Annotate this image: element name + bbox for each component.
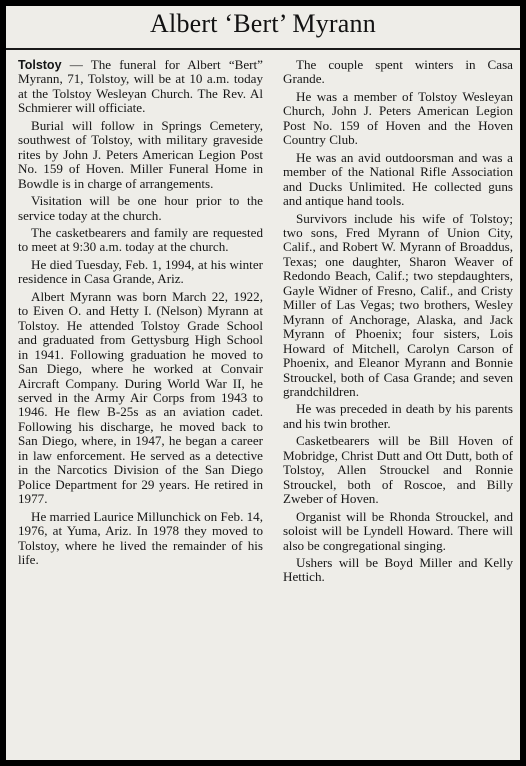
article-paragraph: Ushers will be Boyd Miller and Kelly Hettich. <box>283 554 513 585</box>
dateline-separator: — <box>61 57 91 72</box>
article-paragraph: Burial will follow in Springs Cemetery, southwest of Tolstoy, with military graveside rites by John J. Peters American Legion Post No. 159 of Hoven. Miller Funeral Home in Bowdle is in charge of arrangements. <box>18 117 263 191</box>
obituary-headline: Albert ‘Bert’ Myrann <box>150 9 376 38</box>
lead-text: The funeral for Albert “Bert” Myrann, 71, Tolstoy, will be at 10 a.m. today at the Tolstoy Wesleyan Church. The Rev. Al Schmierer will officiate. <box>18 57 263 116</box>
article-paragraph: Albert Myrann was born March 22, 1922, to Eiven O. and Hetty I. (Nelson) Myrann at Tolstoy. He attended Tolstoy Grade School and graduated from Gettysburg High School in 1941. Following graduation he moved to San Diego, where he worked at Convair Aircraft Company. During World War II, he served in the Army Air Corps from 1943 to 1946. He flew B-25s as an aviation cadet. Following his discharge, he moved back to San Diego, where, in 1947, he began a career in law enforcement. He served as a detective in the Narcotics Division of the San Diego Police Department for 29 years. He retired in 1977. <box>18 288 263 507</box>
article-paragraph: Survivors include his wife of Tolstoy; two sons, Fred Myrann of Union City, Calif., and Robert W. Myrann of Broaddus, Texas; one daughter, Sharon Weaver of Redondo Beach, Calif.; two stepdaughters, Gayle Widner of Fresno, Calif., and Cristy Miller of Las Vegas; two brothers, Wesley Myrann of Anchorage, Alaska, and Jack Myrann of Phoenix; four sisters, Lois Howard of Mitchell, Carolyn Carson of Phoenix, and Eleanor Myrann and Bonnie Strouckel, both of Casa Grande; and seven grandchildren. <box>283 210 513 399</box>
article-paragraph: The couple spent winters in Casa Grande. <box>283 57 513 87</box>
dateline: Tolstoy <box>18 58 62 72</box>
right-column <box>283 58 513 588</box>
article-paragraph: He was preceded in death by his parents and his twin brother. <box>283 401 513 431</box>
article-paragraph: He died Tuesday, Feb. 1, 1994, at his winter residence in Casa Grande, Ariz. <box>18 256 263 287</box>
article-paragraph: Organist will be Rhonda Strouckel, and soloist will be Lyndell Howard. There will also be congregational singing. <box>283 508 513 553</box>
article-paragraph: Visitation will be one hour prior to the service today at the church. <box>18 193 263 223</box>
article-paragraph: The casketbearers and family are requested to meet at 9:30 a.m. today at the church. <box>18 224 263 255</box>
article-paragraph: He married Laurice Millunchick on Feb. 14, 1976, at Yuma, Ariz. In 1978 they moved to Tolstoy, where he lived the remainder of his life. <box>18 508 263 567</box>
headline-rule <box>6 48 520 50</box>
article-paragraph: He was a member of Tolstoy Wesleyan Church, John J. Peters American Legion Post No. 159 of Hoven and the Hoven Country Club. <box>283 88 513 148</box>
lead-paragraph <box>18 58 263 116</box>
article-paragraph: Casketbearers will be Bill Hoven of Mobridge, Christ Dutt and Ott Dutt, both of Tolstoy, Allen Strouckel and Ronnie Strouckel, both of Roscoe, and Billy Zweber of Hoven. <box>283 433 513 507</box>
left-column <box>18 58 263 570</box>
newspaper-clipping <box>6 6 520 760</box>
article-paragraph: He was an avid outdoorsman and was a member of the National Rifle Association and Ducks Unlimited. He collected guns and antique hand tools. <box>283 149 513 209</box>
